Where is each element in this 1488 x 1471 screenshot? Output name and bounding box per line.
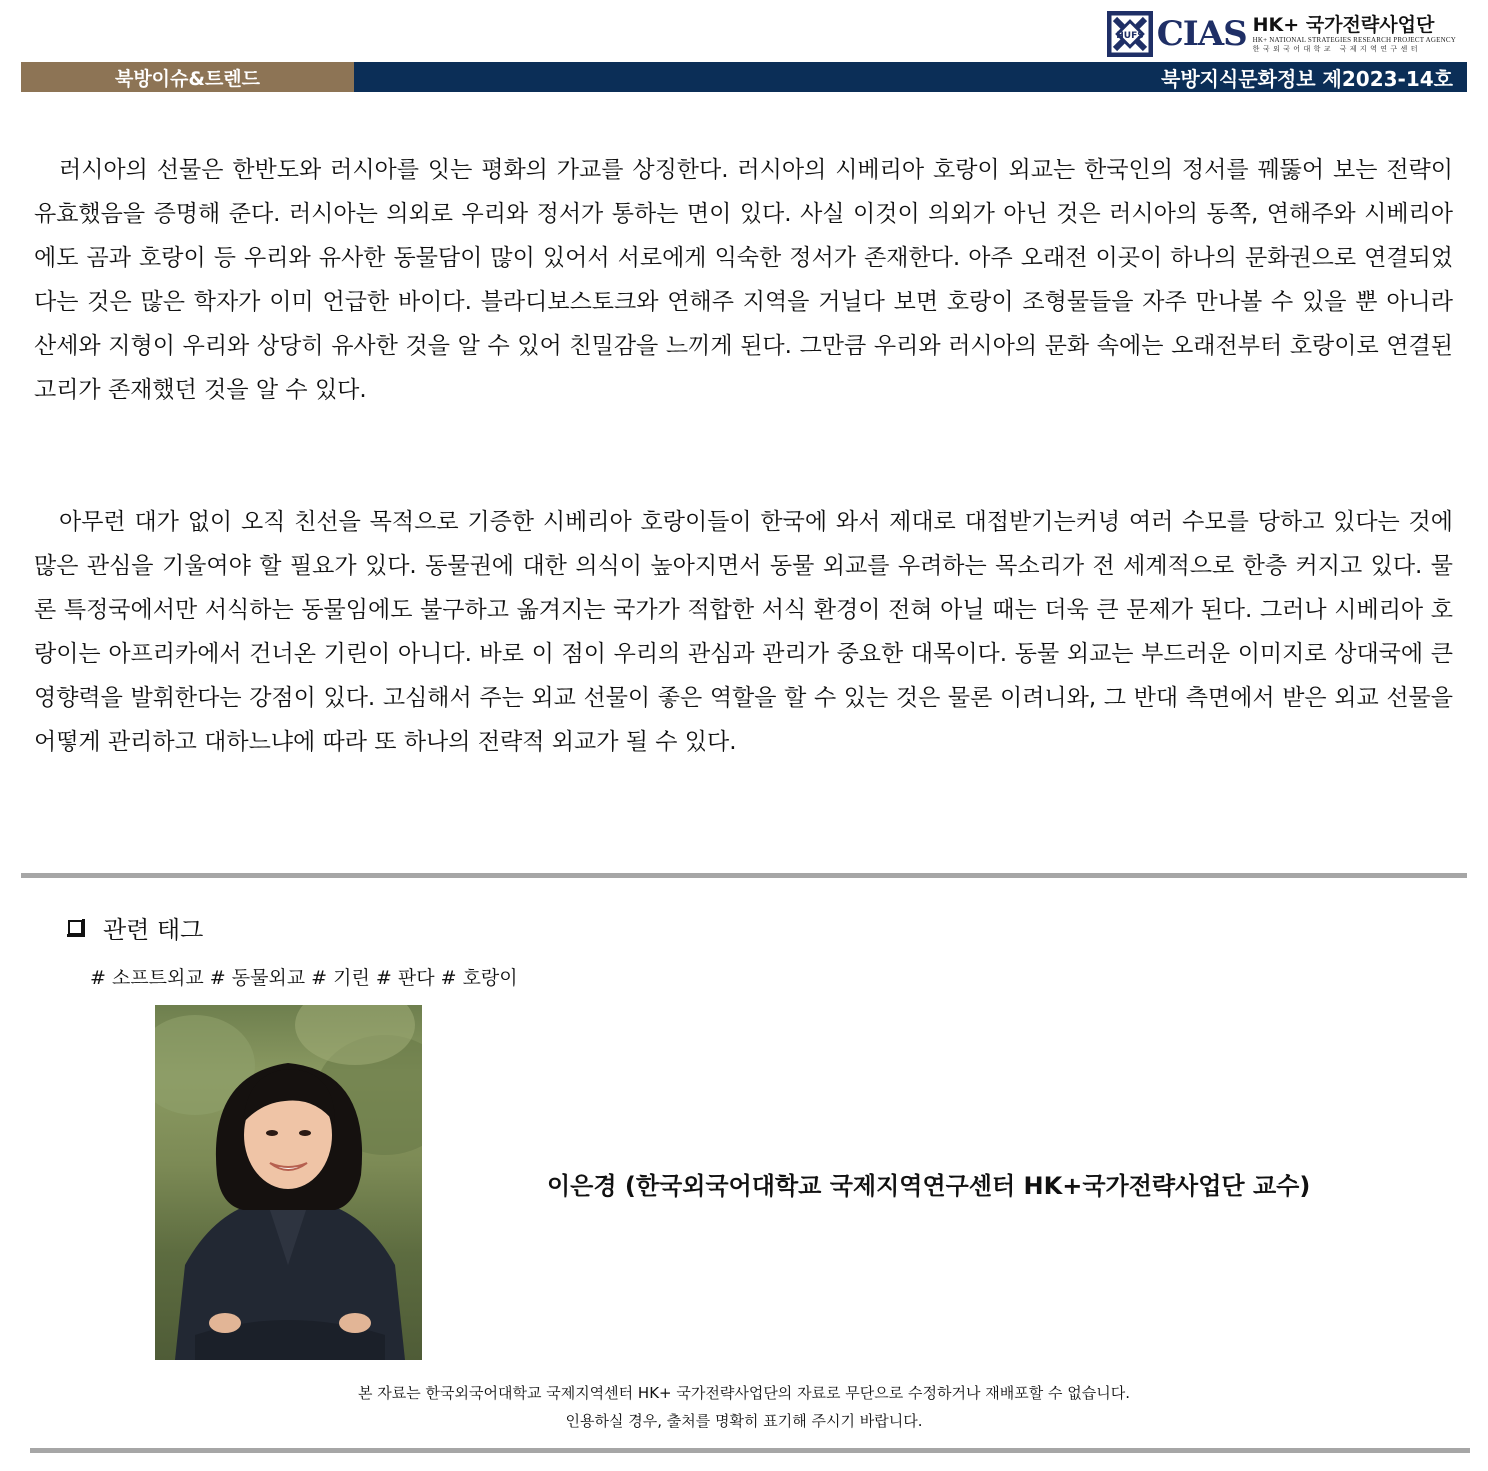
author-byline: 이은경 (한국외국어대학교 국제지역연구센터 HK+국가전략사업단 교수) [547,1172,1311,1200]
section-category: 북방이슈&트렌드 [21,62,354,92]
citation-notice: 인용하실 경우, 출처를 명확히 표기해 주시기 바랍니다. [565,1412,923,1430]
footer-divider [30,1448,1470,1453]
logo-subtitle-korean: 한국외국어대학교 국제지역연구센터 [1252,45,1421,53]
author-photo [155,1005,422,1360]
related-tags-heading [68,910,203,945]
issue-number: 북방지식문화정보 제2023-14호 [354,62,1467,92]
section-divider [21,873,1467,878]
logo-brand: CIAS [1156,14,1247,54]
body-paragraph-2: 아무런 대가 없이 오직 친선을 목적으로 기증한 시베리아 호랑이들이 한국에 와서 제대로 대접받기는커녕 여러 수모를 당하고 있다는 것에 많은 관심을 기울여야 할 필요가 있다. 동물권에 대한 의식이 높아지면서 동물 외교를 우려하는 목소리가 전 세계적으로 한층 커지고 있다. 물론 특정국에서만 서식하는 동물임에도 불구하고 옮겨지는 국가가 적합한 서식 환경이 전혀 아닐 때는 더욱 큰 문제가 된다. 그러나 시베리아 호랑이는 아프리카에서 건너온 기린이 아니다. 바로 이 점이 우리의 관심과 관리가 중요한 대목이다. 동물 외교는 부드러운 이미지로 상대국에 큰 영향력을 발휘한다는 강점이 있다. 고심해서 주는 외교 선물이 좋은 역할을 할 수 있는 것은 물론 이려니와, 그 반대 측면에서 받은 외교 선물을 어떻게 관리하고 대하느냐에 따라 또 하나의 전략적 외교가 될 수 있다. [34,509,1453,755]
logo-title: HK+ 국가전략사업단 [1252,14,1435,36]
emblem-text: HUFS [1116,31,1144,41]
checkbox-icon [68,920,83,935]
logo-text-block [1253,14,1456,54]
organization-logo [1107,8,1456,60]
body-paragraph-1: 러시아의 선물은 한반도와 러시아를 잇는 평화의 가교를 상징한다. 러시아의 시베리아 호랑이 외교는 한국인의 정서를 꿰뚫어 보는 전략이 유효했음을 증명해 준다. 러시아는 의외로 우리와 정서가 통하는 면이 있다. 사실 이것이 의외가 아닌 것은 러시아의 동쪽, 연해주와 시베리아에도 곰과 호랑이 등 우리와 유사한 동물담이 많이 있어서 서로에게 익숙한 정서가 존재한다. 아주 오래전 이곳이 하나의 문화권으로 연결되었다는 것은 많은 학자가 이미 언급한 바이다. 블라디보스토크와 연해주 지역을 거닐다 보면 호랑이 조형물들을 자주 만나볼 수 있을 뿐 아니라 산세와 지형이 우리와 상당히 유사한 것을 알 수 있어 친밀감을 느끼게 된다. 그만큼 우리와 러시아의 문화 속에는 오래전부터 호랑이로 연결된 고리가 존재했던 것을 알 수 있다. [34,157,1453,403]
copyright-notice: 본 자료는 한국외국어대학교 국제지역센터 HK+ 국가전략사업단의 자료로 무단으로 수정하거나 재배포할 수 없습니다. [358,1384,1130,1402]
logo-subtitle-english: HK+ NATIONAL STRATEGIES RESEARCH PROJECT AGENCY [1252,36,1456,44]
hufs-emblem-icon [1107,11,1153,57]
related-tags-label: 관련 태그 [103,916,204,944]
tag-list: # 소프트외교 # 동물외교 # 기린 # 판다 # 호랑이 [90,967,518,989]
header-band [21,62,1467,92]
